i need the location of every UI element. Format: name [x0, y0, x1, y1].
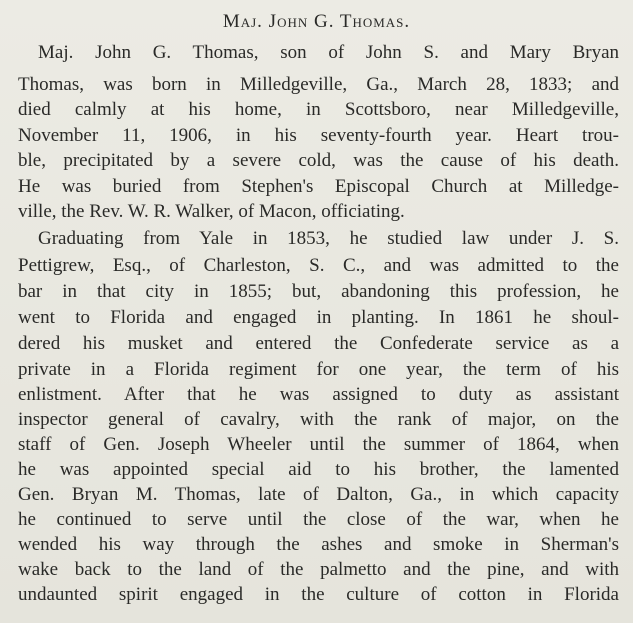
paragraph-line: November 11, 1906, in his seventy-fourth year. Heart trou- — [18, 125, 619, 146]
paragraph-line: he continued to serve until the close of the war, when he — [18, 509, 619, 530]
paragraph-line: bar in that city in 1855; but, abandoning this profession, he — [18, 281, 619, 302]
paragraph-line: wended his way through the ashes and smoke in Sherman's — [18, 534, 619, 555]
paragraph-line: undaunted spirit engaged in the culture of cotton in Florida — [18, 584, 619, 605]
paragraph-line: inspector general of cavalry, with the rank of major, on the — [18, 409, 619, 430]
page-title: Maj. John G. Thomas. — [222, 11, 411, 32]
paragraph-line: dered his musket and entered the Confederate service as a — [18, 333, 619, 354]
paragraph-line: ble, precipitated by a severe cold, was the cause of his death. — [18, 150, 619, 171]
paragraph-line: Thomas, was born in Milledgeville, Ga., March 28, 1833; and — [18, 74, 619, 95]
paragraph-line: He was buried from Stephen's Episcopal Church at Milledge- — [18, 176, 619, 197]
paragraph-line: Gen. Bryan M. Thomas, late of Dalton, Ga., in which capacity — [18, 484, 619, 505]
paragraph-line: wake back to the land of the palmetto and the pine, and with — [18, 559, 619, 580]
paragraph-line: Pettigrew, Esq., of Charleston, S. C., and was admitted to the — [18, 255, 619, 276]
paragraph-line: enlistment. After that he was assigned to duty as assistant — [18, 384, 619, 405]
paragraph-line: staff of Gen. Joseph Wheeler until the summer of 1864, when — [18, 434, 619, 455]
paragraph-line: private in a Florida regiment for one year, the term of his — [18, 359, 619, 380]
paragraph-line: Graduating from Yale in 1853, he studied law under J. S. — [38, 228, 619, 249]
paragraph-line: ville, the Rev. W. R. Walker, of Macon, officiating. — [18, 201, 405, 222]
paragraph-line: he was appointed special aid to his brother, the lamented — [18, 459, 619, 480]
paragraph-line: died calmly at his home, in Scottsboro, near Milledgeville, — [18, 99, 619, 120]
paragraph-line: went to Florida and engaged in planting. In 1861 he shoul- — [18, 307, 619, 328]
paragraph-line: Maj. John G. Thomas, son of John S. and Mary Bryan — [38, 42, 619, 63]
